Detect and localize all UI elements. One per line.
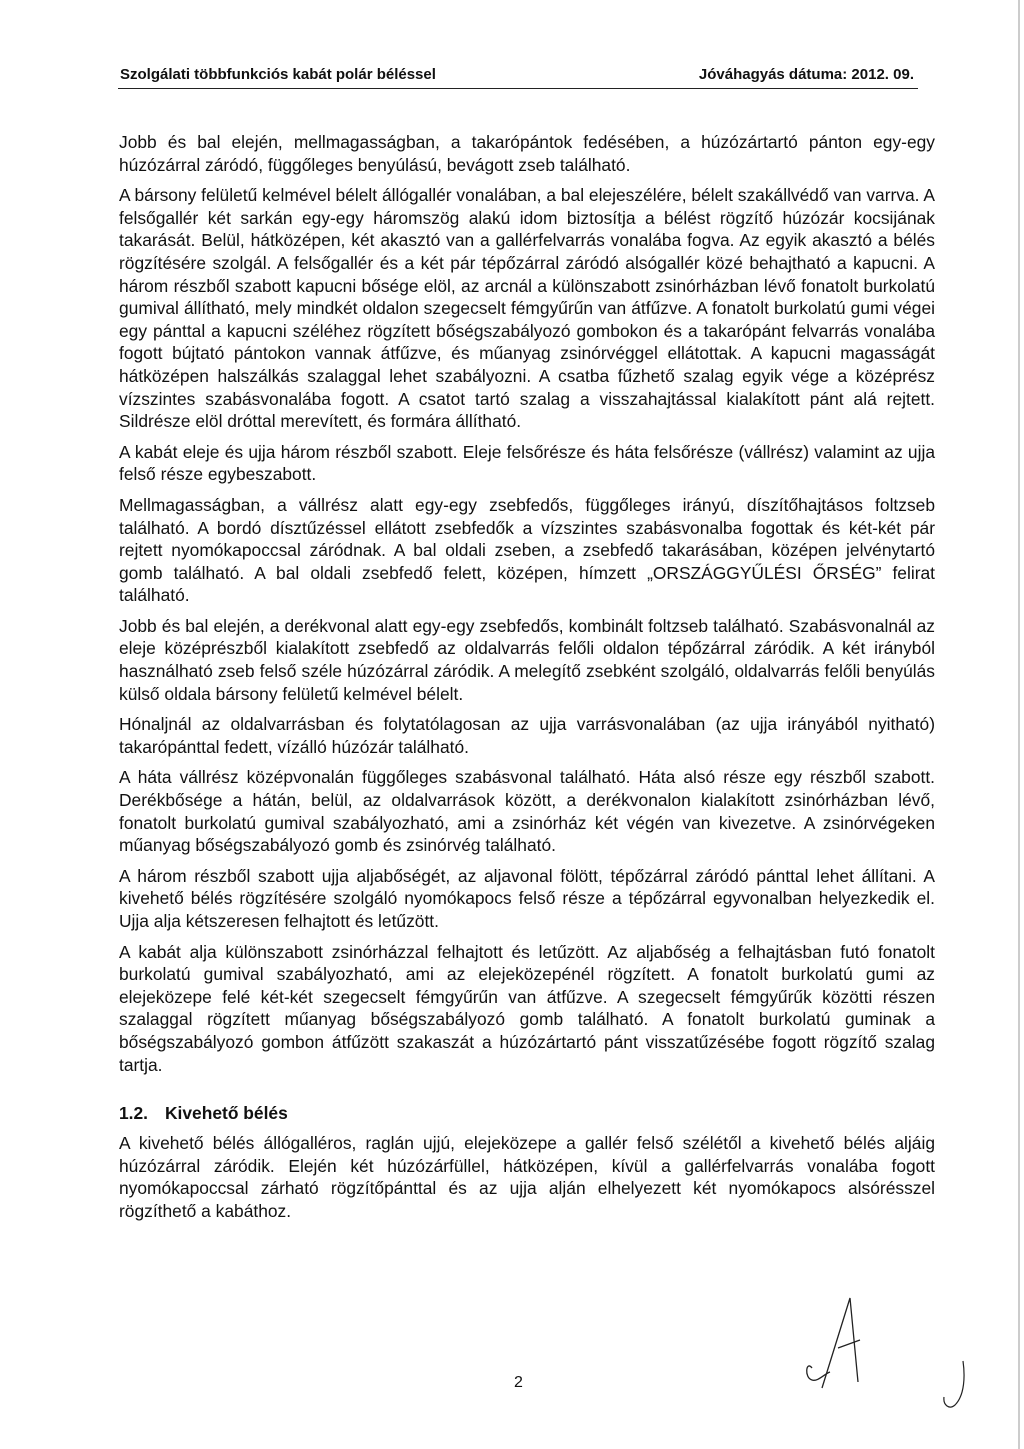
paragraph: A háta vállrész középvonalán függőleges szabásvonal található. Háta alsó része egy részből szabott. Derékbősége a hátán, belül, az oldalvarrások között, a derékvonalon kialakított zsinórházban lévő, fonatolt burkolatú gumival szabályozható, ami a zsinórház két végén van kivezetve. A zsinórvégeken műanyag bőségszabályozó gomb és zsinórvég található. [119, 767, 935, 856]
paragraph: Jobb és bal elején, mellmagasságban, a takarópántok fedésében, a húzózártartó pánton egy-egy húzózárral záródó, függőleges benyúlású, bevágott zseb található. [119, 132, 935, 175]
page-number: 2 [514, 1374, 523, 1391]
scan-edge-line [1018, 0, 1020, 1449]
handwritten-signature [800, 1290, 890, 1390]
section-title: Kivehető bélés [165, 1103, 288, 1124]
section-number: 1.2. [119, 1103, 149, 1124]
paragraph: A kabát alja különszabott zsinórházzal felhajtott és letűzött. Az aljabőség a felhajtásban futó fonatolt burkolatú gumival szabályozható, ami az elejeközepénél rögzített. A fonatolt burkolatú gumi az elejeközepe felé két-két szegecselt fémgyűrűn van átfűzve. A szegecselt fémgyűrűk közötti részen szalaggal rögzített műanyag bőségszabályozó gomb található. A fonatolt burkolatú guminak a bőségszabályozó gombon átfűzött szakaszát a húzózártartó pánt visszatűzésébe fogott rögzítő szalag tartja. [119, 941, 935, 1075]
paragraph: A három részből szabott ujja aljabőségét, az aljavonal fölött, tépőzárral záródó pánttal lehet állítani. A kivehető bélés rögzítésére szolgáló nyomókapocs felső része a tépőzárral egyvonalban helyezkedik el. Ujja alja kétszeresen felhajtott és letűzött. [119, 865, 935, 931]
header-approval-date: Jóváhagyás dátuma: 2012. 09. [698, 66, 914, 83]
document-body [119, 131, 935, 1231]
page-header [118, 62, 918, 89]
paragraph: A bársony felületű kelmével bélelt állógallér vonalában, a bal elejeszélére, bélelt szakállvédő van varrva. A felsőgallér két sarkán egy-egy háromszög alakú idom biztosítja a bélést rögzítő húzózár kocsijának takarását. Belül, hátközépen, két akasztó van a gallérfelvarrás vonalába fogva. Az egyik akasztó a bélés rögzítésére szolgál. A felsőgallér és a két pár tépőzárral záródó alsógallér közé behajtható a kapucni. A három részből szabott kapucni bősége elöl, az arcnál a különszabott zsinórházban lévő fonatolt burkolatú gumival állítható, mely mindkét oldalon szegecselt fémgyűrűn van átfűzve. A fonatolt burkolatú gumi végei egy pánttal a kapucni széléhez rögzített bőségszabályozó gombokon és a takarópánt felvarrás vonalába fogott bújtató pántokon vannak átfűzve, és műanyag zsinórvéggel ellátottak. A kapucni magasságát hátközépen halszálkás szalaggal lehet szabályozni. A csatba fűzhető szalag egyik vége a középrész vízszintes szabásvonalába fogott. A csatot tartó szalag a visszahajtással kialakított pánt alá rejtett. Sildrésze elöl dróttal merevített, és formára állítható. [119, 185, 935, 432]
section-paragraph: A kivehető bélés állógalléros, raglán ujjú, elejeközepe a gallér felső szélétől a kivehető bélés aljáig húzózárral záródik. Elején két húzózárfüllel, hátközépen, kívül a gallérfelvarrás vonalába fogott nyomókapoccsal zárható rögzítőpánttal és az ujja alján elhelyezett két nyomókapocs alsórésszel rögzíthető a kabáthoz. [119, 1133, 935, 1221]
paragraph: Hónaljnál az oldalvarrásban és folytatólagosan az ujja varrásvonalában (az ujja irányából nyitható) takarópánttal fedett, vízálló húzózár található. [119, 714, 935, 757]
paragraph: Jobb és bal elején, a derékvonal alatt egy-egy zsebfedős, kombinált foltzseb található. Szabásvonalnál az eleje középrészből kialakított zsebfedő az oldalvarrás felőli oldalon tépőzárral záródik. A két irányból használható zseb felső széle húzózárral záródik. A melegítő zsebként szolgáló, oldalvarrás felőli benyúlás külső oldala bársony felületű kelmével bélelt. [119, 615, 935, 704]
paragraph: A kabát eleje és ujja három részből szabott. Eleje felsőrésze és háta felsőrésze (vállrész) valamint az ujja felső része egybeszabott. [119, 441, 935, 485]
handwritten-initial [935, 1355, 975, 1415]
header-title: Szolgálati többfunkciós kabát polár béléssel [120, 66, 436, 83]
paragraph: Mellmagasságban, a vállrész alatt egy-egy zsebfedős, függőleges irányú, díszítőhajtásos foltzseb található. A bordó dísztűzéssel ellátott zsebfedők a vízszintes szabásvonalba fogottak és két-két pár rejtett nyomókapoccsal záródnak. A bal oldali zseben, a zsebfedő takarásában, középen jelvénytartó gomb található. A bal oldali zsebfedő felett, középen, hímzett „ORSZÁGGYŰLÉSI ŐRSÉG” felirat található. [119, 494, 935, 606]
section-heading [119, 1102, 935, 1124]
